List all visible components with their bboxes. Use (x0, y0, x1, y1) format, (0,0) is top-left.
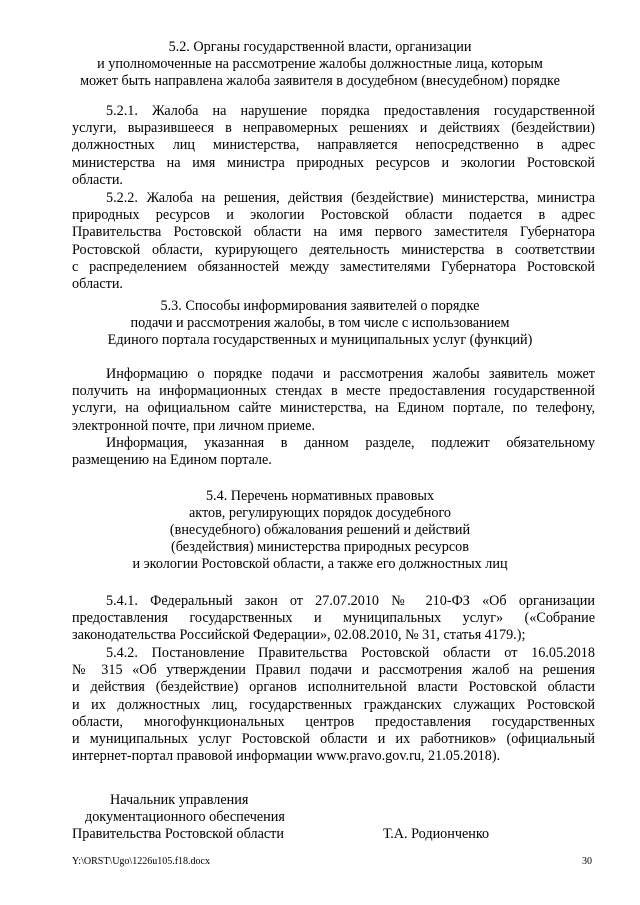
heading-line: может быть направлена жалоба заявителя в досудебном (внесудебном) порядке (80, 73, 560, 89)
position-line: Начальник управления (110, 792, 249, 808)
text-line: области. (72, 276, 123, 293)
signature-position (72, 792, 312, 843)
paragraph-5-2-1 (72, 103, 595, 189)
heading-line: 5.4. Перечень нормативных правовых (205, 488, 435, 504)
heading-line: Единого портала государственных и муниципальных услуг (функций) (107, 332, 533, 348)
text-line: Информация, указанная в данном разделе, подлежит обязательному (106, 435, 595, 451)
heading-line: 5.3. Способы информирования заявителей о порядке (160, 298, 480, 314)
text-line: и действия (бездействие) органов исполнительной власти Ростовской области (72, 679, 595, 696)
text-line: должностных лиц министерства, направляется непосредственно в адрес (72, 137, 595, 154)
heading-line: и уполномоченные на рассмотрение жалобы должностные лица, которым (97, 56, 543, 72)
position-line: документационного обеспечения (85, 809, 285, 825)
page-number: 30 (582, 856, 592, 867)
text-line: с распределением обязанностей между заместителями Губернатора Ростовской (72, 258, 595, 275)
text-line: министерства на имя министра природных ресурсов и экологии Ростовской (72, 154, 595, 171)
text-line: получить на информационных стендах в месте предоставления государственной (72, 383, 595, 400)
text-line: 5.2.2. Жалоба на решения, действия (бездействие) министерства, министра (106, 190, 595, 206)
text-line: размещению на Едином портале. (72, 452, 272, 469)
position-line: Правительства Ростовской области (72, 826, 284, 842)
text-line: 5.4.2. Постановление Правительства Ростовской области от 16.05.2018 (106, 645, 595, 661)
text-line: природных ресурсов и экологии Ростовской области подается в адрес (72, 207, 595, 224)
heading-line: 5.2. Органы государственной власти, организации (168, 39, 472, 55)
paragraph-5-4-1 (72, 593, 595, 645)
heading-line: подачи и рассмотрения жалобы, в том числе с использованием (130, 315, 510, 331)
signatory-name: Т.А. Родионченко (383, 826, 490, 842)
heading-line: и экологии Ростовской области, а также его должностных лиц (132, 556, 508, 572)
paragraph-5-2-2 (72, 190, 595, 293)
section-5-3-heading (60, 298, 580, 349)
text-line: области, многофункциональных центров предоставления государственных (72, 713, 595, 730)
text-line: услуги, на официальном сайте министерства, на Едином портале, по телефону, (72, 400, 595, 417)
text-line: законодательства Российской Федерации», 02.08.2010, № 31, статья 4179.); (72, 627, 526, 644)
heading-line: (внесудебного) обжалования решений и действий (169, 522, 471, 538)
heading-line: (бездействия) министерства природных ресурсов (171, 539, 469, 555)
text-line: Ростовской области, курирующего деятельность министерства в соответствии (72, 241, 595, 258)
text-line: области. (72, 171, 123, 188)
text-line: интернет-портал правовой информации www.pravo.gov.ru, 21.05.2018). (72, 748, 501, 765)
section-5-4-heading (60, 488, 580, 573)
text-line: Информацию о порядке подачи и рассмотрения жалобы заявитель может (106, 366, 595, 382)
paragraph-5-4-2 (72, 645, 595, 765)
text-line: услуги, выразившееся в неправомерных решениях и действиях (бездействии) (72, 120, 595, 137)
paragraph-5-3-2 (72, 435, 595, 469)
section-5-2-heading (60, 39, 580, 90)
text-line: и их должностных лиц, государственных гражданских служащих Ростовской (72, 696, 595, 713)
text-line: 5.2.1. Жалоба на нарушение порядка предоставления государственной (106, 103, 595, 119)
text-line: № 315 «Об утверждении Правил подачи и рассмотрения жалоб на решения (72, 662, 595, 679)
file-path: Y:\ORST\Ugo\1226u105.f18.docx (72, 856, 210, 867)
text-line: 5.4.1. Федеральный закон от 27.07.2010 № 210-ФЗ «Об организации (106, 593, 595, 609)
text-line: электронной почте, при личном приеме. (72, 417, 315, 434)
text-line: и муниципальных услуг Ростовской области и их работников» (официальный (72, 731, 595, 748)
heading-line: актов, регулирующих порядок досудебного (188, 505, 452, 521)
text-line: Правительства Ростовской области на имя первого заместителя Губернатора (72, 224, 595, 241)
paragraph-5-3-1 (72, 366, 595, 435)
text-line: предоставления государственных и муниципальных услуг» («Собрание (72, 610, 595, 627)
